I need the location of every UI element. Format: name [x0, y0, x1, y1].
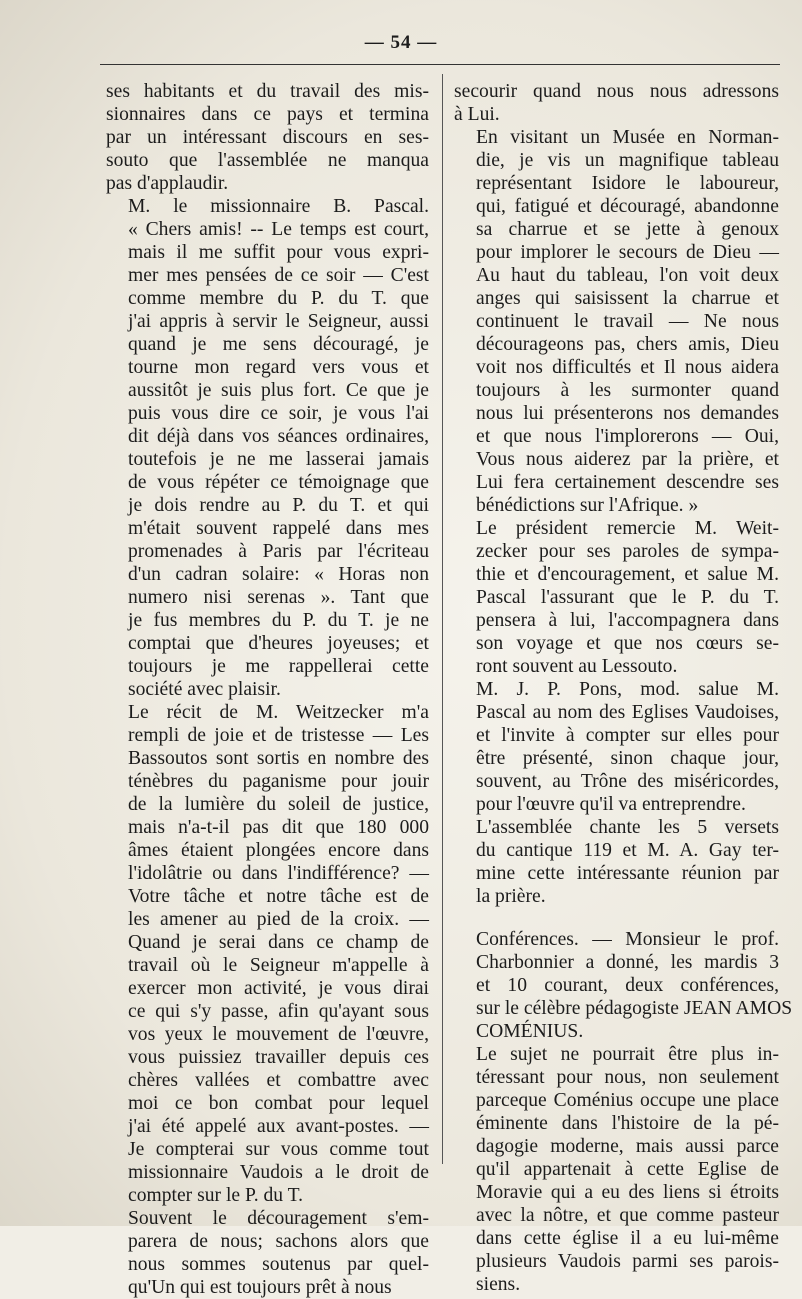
text-line: j'ai appris à servir le Seigneur, aussi: [128, 311, 429, 332]
page-number: — 54 —: [364, 32, 438, 53]
text-line: âmes étaient plongées encore dans: [128, 840, 429, 861]
text-line: qui, fatigué et découragé, abandonne: [476, 196, 779, 217]
text-line: Souvent le découragement s'em-: [128, 1208, 429, 1229]
text-line: pour l'œuvre qu'il va entreprendre.: [476, 794, 746, 815]
text-line: Je compterai sur vous comme tout: [128, 1139, 429, 1160]
text-line: M. le missionnaire B. Pascal.: [128, 196, 429, 217]
column-divider: [442, 74, 443, 1164]
paragraph: [454, 816, 779, 908]
text-line: pas d'applaudir.: [106, 173, 229, 194]
text-line: parera de nous; sachons alors que: [128, 1231, 429, 1252]
text-line: thie et d'encouragement, et salue M.: [476, 564, 779, 585]
text-line: de vous répéter ce témoignage que: [128, 472, 429, 493]
right-column: [454, 80, 793, 1296]
paragraph: [106, 701, 429, 1207]
text-line: qu'il appartenait à cette Eglise de: [476, 1159, 779, 1180]
text-line: dagogie moderne, mais aussi parce: [476, 1136, 779, 1157]
text-line: j'ai été appelé aux avant-postes. —: [128, 1116, 429, 1137]
text-line: die, je vis un magnifique tableau: [476, 150, 779, 171]
text-line: vos yeux le mouvement de l'œuvre,: [128, 1024, 429, 1045]
text-line: nous lui présenterons nos demandes: [476, 403, 779, 424]
text-line: quand je me sens découragé, je: [128, 334, 429, 355]
text-line: comme membre du P. du T. que: [128, 288, 429, 309]
header-rule: [100, 64, 780, 65]
paragraph: [454, 517, 779, 678]
paragraph: [106, 195, 429, 701]
text-line: anges qui saisissent la charrue et: [476, 288, 779, 309]
text-line: toujours je me rappellerai cette: [128, 656, 429, 677]
text-line: ténèbres du paganisme pour jouir: [128, 771, 429, 792]
text-line: exercer mon activité, je vous dirai: [128, 978, 429, 999]
text-line: plusieurs Vaudois parmi ses parois-: [476, 1251, 779, 1272]
text-line: pour implorer le secours de Dieu —: [476, 242, 779, 263]
text-line: son voyage et que nos cœurs se-: [476, 633, 779, 654]
paragraph: [106, 1207, 429, 1299]
text-line: sur le célèbre pédagogiste JEAN AMOS: [476, 998, 793, 1019]
text-line: éminente dans l'histoire de la pé-: [476, 1113, 779, 1134]
text-line: nous sommes soutenus par quel-: [128, 1254, 429, 1275]
text-line: téressant pour nous, non seulement: [476, 1067, 779, 1088]
paragraph: [454, 678, 779, 816]
text-line: vous puissiez travailler depuis ces: [128, 1047, 429, 1068]
text-line: sionnaires dans ce pays et termina: [106, 104, 429, 125]
text-line: zecker pour ses paroles de sympa-: [476, 541, 779, 562]
text-line: ront souvent au Lessouto.: [476, 656, 678, 677]
text-line: tourne mon regard vers vous et: [128, 357, 429, 378]
text-line: Pascal au nom des Eglises Vaudoises,: [476, 702, 779, 723]
text-line: Le président remercie M. Weit-: [476, 518, 779, 539]
text-line: qu'Un qui est toujours prêt à nous: [128, 1277, 392, 1298]
text-line: « Chers amis! -- Le temps est court,: [128, 219, 429, 240]
text-line: En visitant un Musée en Norman-: [476, 127, 779, 148]
text-line: avec la nôtre, et que comme pasteur: [476, 1205, 779, 1226]
text-line: comptai que d'heures joyeuses; et: [128, 633, 429, 654]
text-line: M. J. P. Pons, mod. salue M.: [476, 679, 779, 700]
text-line: toujours à les surmonter quand: [476, 380, 779, 401]
paragraph: [454, 1043, 779, 1296]
text-line: moi ce bon combat pour lequel: [128, 1093, 429, 1114]
text-line: d'un cadran solaire: « Horas non: [128, 564, 429, 585]
text-line: pensera à lui, l'accompagnera dans: [476, 610, 779, 631]
paragraph: [454, 928, 793, 1043]
text-line: je fus membres du P. du T. je ne: [128, 610, 429, 631]
left-column: [106, 80, 429, 1299]
text-line: à Lui.: [454, 104, 500, 125]
text-line: la prière.: [476, 886, 546, 907]
text-line: les amener au pied de la croix. —: [128, 909, 429, 930]
text-line: L'assemblée chante les 5 versets: [476, 817, 779, 838]
text-line: puis vous dire ce soir, je vous l'ai: [128, 403, 429, 424]
text-line: et l'invite à compter sur elles pour: [476, 725, 779, 746]
text-line: et que nous l'implorerons — Oui,: [476, 426, 779, 447]
text-line: ses habitants et du travail des mis-: [106, 81, 429, 102]
text-line: Le récit de M. Weitzecker m'a: [128, 702, 429, 723]
text-line: rempli de joie et de tristesse — Les: [128, 725, 429, 746]
text-line: missionnaire Vaudois a le droit de: [128, 1162, 429, 1183]
text-line: continuent le travail — Ne nous: [476, 311, 779, 332]
text-line: mer mes pensées de ce soir — C'est: [128, 265, 429, 286]
text-line: secourir quand nous nous adressons: [454, 81, 779, 102]
text-line: aussitôt je suis plus fort. Ce que je: [128, 380, 429, 401]
text-line: COMÉNIUS.: [476, 1021, 584, 1042]
text-line: promenades à Paris par l'écriteau: [128, 541, 429, 562]
text-line: Bassoutos sont sortis en nombre des: [128, 748, 429, 769]
text-line: Charbonnier a donné, les mardis 3: [476, 952, 779, 973]
text-line: toutefois je ne me lasserai jamais: [128, 449, 429, 470]
text-line: sa charrue et se jette à genoux: [476, 219, 779, 240]
text-line: chères vallées et combattre avec: [128, 1070, 429, 1091]
text-line: Moravie qui a eu des liens si étroits: [476, 1182, 779, 1203]
text-line: dans cette église il a eu lui-même: [476, 1228, 779, 1249]
text-line: siens.: [476, 1274, 521, 1295]
text-line: et 10 courant, deux conférences,: [476, 975, 779, 996]
text-line: numero nisi serenas ». Tant que: [128, 587, 429, 608]
text-line: ce qui s'y passe, afin qu'ayant sous: [128, 1001, 429, 1022]
text-line: compter sur le P. du T.: [128, 1185, 304, 1206]
text-line: être présenté, sinon chaque jour,: [476, 748, 779, 769]
text-line: Lui fera certainement descendre ses: [476, 472, 779, 493]
text-line: Conférences. — Monsieur le prof.: [476, 929, 779, 950]
paragraph: [106, 80, 429, 195]
text-line: de la lumière du soleil de justice,: [128, 794, 429, 815]
text-line: m'était souvent rappelé dans mes: [128, 518, 429, 539]
text-line: souvent, au Trône des miséricordes,: [476, 771, 779, 792]
text-line: voit nos difficultés et Il nous aidera: [476, 357, 779, 378]
text-line: décourageons pas, chers amis, Dieu: [476, 334, 779, 355]
paragraph: [454, 80, 779, 126]
text-line: mais n'a-t-il pas dit que 180 000: [128, 817, 429, 838]
text-line: Quand je serai dans ce champ de: [128, 932, 429, 953]
text-line: mais il me suffit pour vous expri-: [128, 242, 429, 263]
text-line: représentant Isidore le laboureur,: [476, 173, 779, 194]
text-line: souto que l'assemblée ne manqua: [106, 150, 429, 171]
text-line: société avec plaisir.: [128, 679, 281, 700]
text-line: bénédictions sur l'Afrique. »: [476, 495, 699, 516]
text-line: Le sujet ne pourrait être plus in-: [476, 1044, 779, 1065]
text-line: Au haut du tableau, l'on voit deux: [476, 265, 779, 286]
text-line: travail où le Seigneur m'appelle à: [128, 955, 429, 976]
text-line: mine cette intéressante réunion par: [476, 863, 779, 884]
text-line: du cantique 119 et M. A. Gay ter-: [476, 840, 779, 861]
text-line: Votre tâche et notre tâche est de: [128, 886, 429, 907]
paragraph: [454, 126, 779, 517]
text-line: Pascal l'assurant que le P. du T.: [476, 587, 779, 608]
text-line: par un intéressant discours en ses-: [106, 127, 429, 148]
text-line: Vous nous aiderez par la prière, et: [476, 449, 779, 470]
text-line: je dois rendre au P. du T. et qui: [128, 495, 429, 516]
text-line: dit déjà dans vos séances ordinaires,: [128, 426, 429, 447]
text-line: parceque Coménius occupe une place: [476, 1090, 779, 1111]
text-line: l'idolâtrie ou dans l'indifférence? —: [128, 863, 429, 884]
